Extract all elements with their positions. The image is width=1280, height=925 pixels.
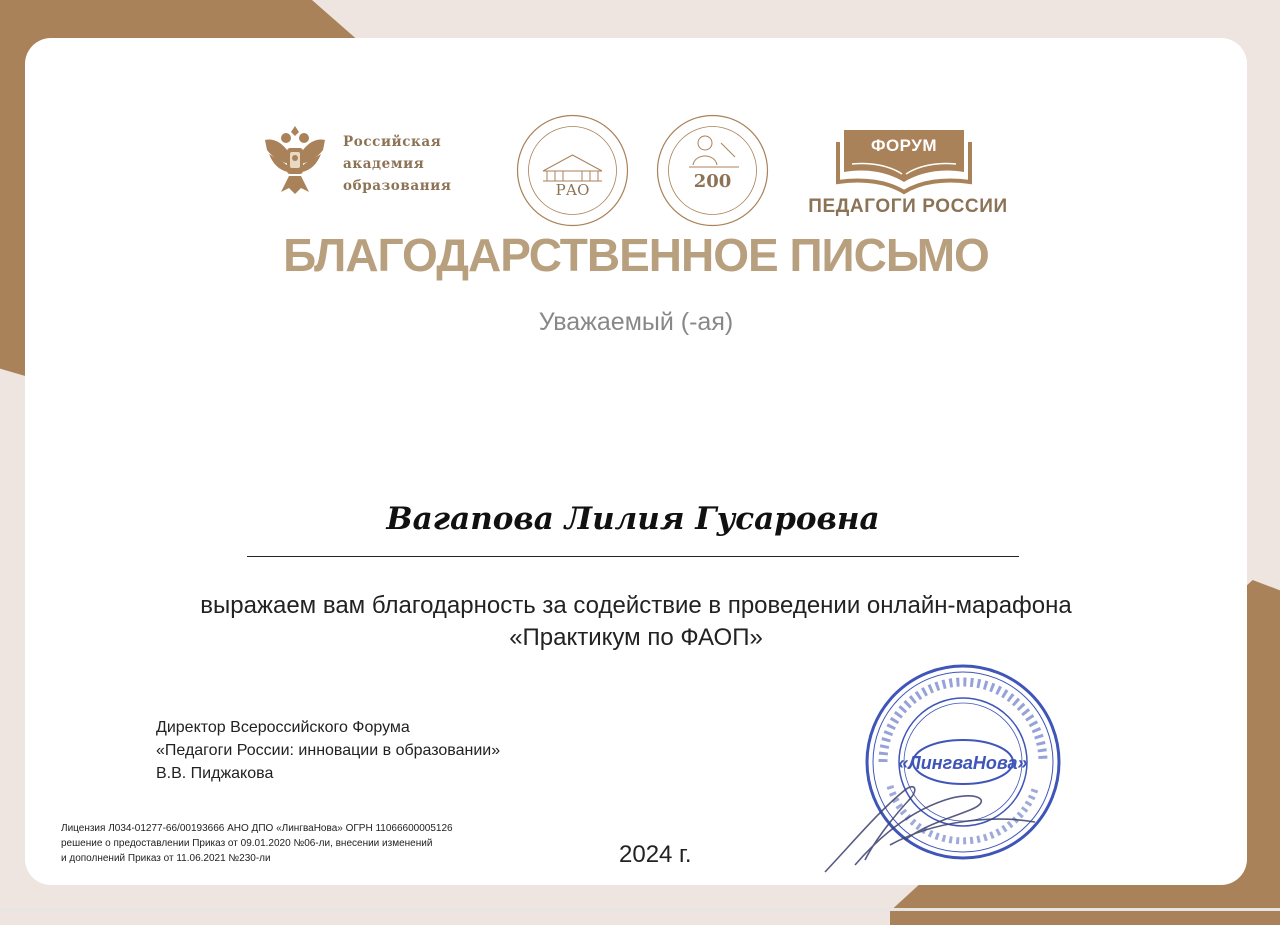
thanks-message-line-1: выражаем вам благодарность за содействие в проведении онлайн-марафона [200,592,1072,619]
signatory-position: Директор Всероссийского Форума [156,719,410,736]
rao-seal-caption: РАО [555,181,590,199]
official-stamp-icon [795,650,1085,880]
anniversary-seal-logo [655,113,770,228]
signatory-organization: «Педагоги России: инновации в образовании» [156,742,501,759]
rao-seal-logo [515,113,630,228]
rao-org-line-2: академия [343,156,425,172]
logo-row [25,80,1247,217]
certificate-title: БЛАГОДАРСТВЕННОЕ ПИСЬМО [283,229,989,281]
issue-year: 2024 г. [619,841,692,868]
license-info [61,821,453,866]
forum-logo [793,124,1023,224]
signature-block [156,716,500,785]
academy-building-seal-icon [515,113,630,228]
rao-org-line-1: Российская [343,134,442,150]
license-line-1: Лицензия Л034-01277-66/00193666 АНО ДПО «ЛингваНова» ОГРН 11066600005126 [61,823,453,834]
signatory-name: В.В. Пиджакова [156,765,274,782]
certificate-card [25,38,1247,885]
forum-logo-title: ФОРУМ [870,136,938,155]
forum-logo-subtitle: ПЕДАГОГИ РОССИИ [808,196,1008,217]
license-line-3: и дополнений Приказ от 11.06.2021 №230-ли [61,853,271,864]
recipient-name: Вагапова Лилия Гусаровна [386,501,880,537]
recipient-underline [247,556,1019,557]
open-book-icon [836,124,972,196]
thanks-message [65,590,1207,654]
greeting: Уважаемый (-ая) [538,308,734,336]
rao-org-line-3: образования [343,178,452,194]
anniversary-seal-caption: 200 [693,171,732,192]
double-eagle-emblem-icon [255,120,335,200]
rao-org-name [343,131,483,197]
stamp-center-text: «ЛингваНова» [898,753,1028,773]
background-divider [0,908,1280,911]
license-line-2: решение о предоставлении Приказ от 09.01.2020 №06-ли, внесении изменений [61,838,433,849]
thanks-message-line-2: «Практикум по ФАОП» [509,624,763,651]
rao-logo [255,120,475,200]
